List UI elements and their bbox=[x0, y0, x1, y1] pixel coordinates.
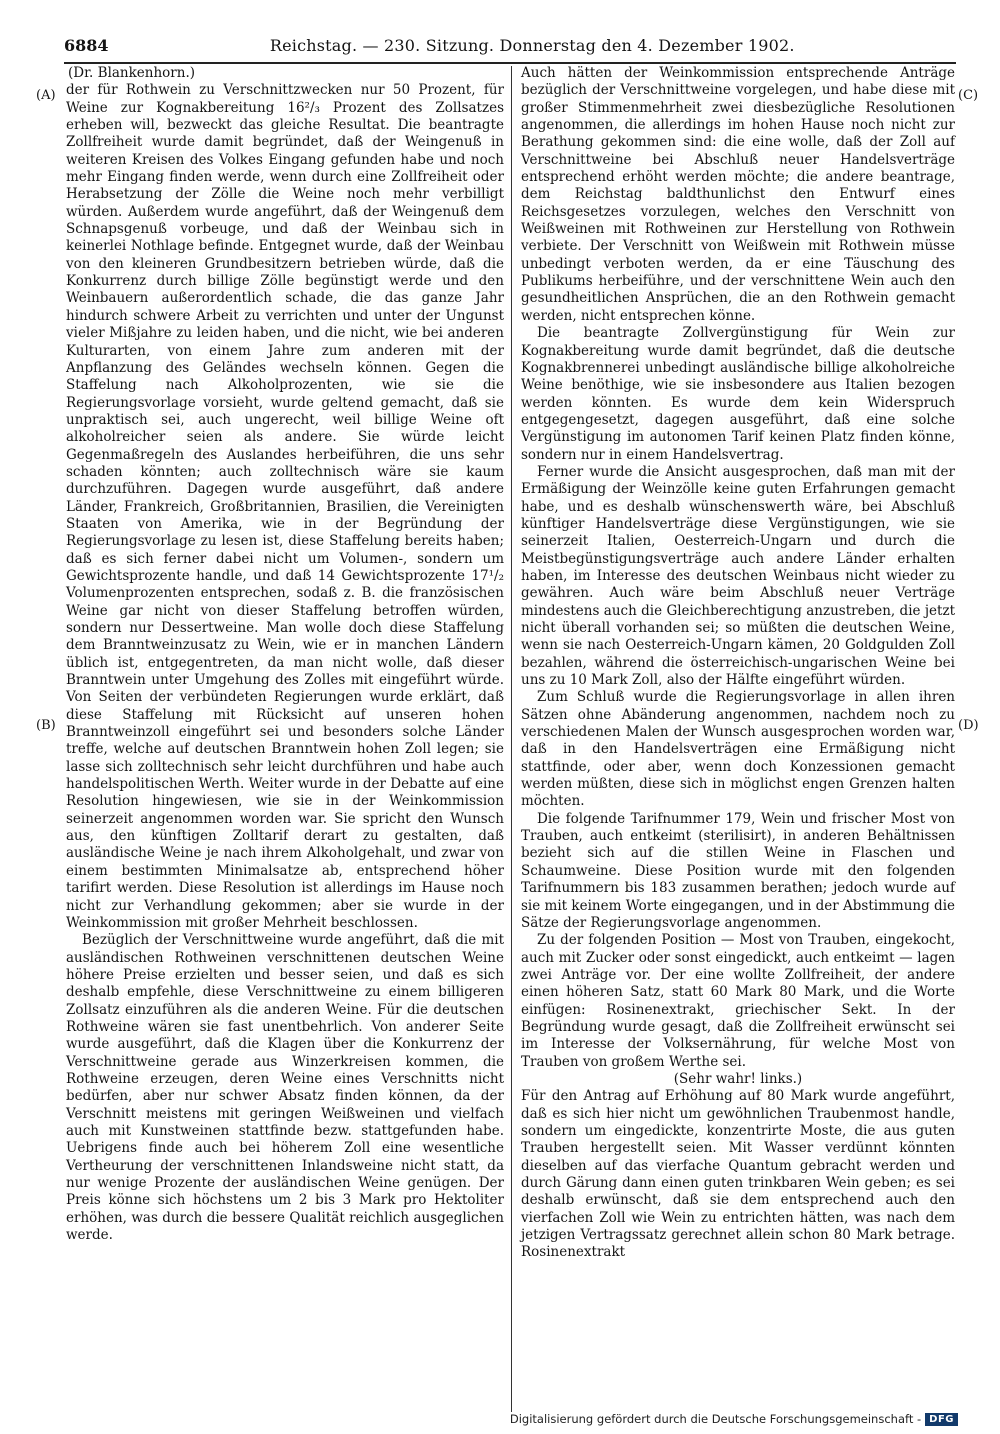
paragraph: Die beantragte Zollvergünstigung für Wein zur Kognakbereitung wurde damit begründet, daß die deutsche Kognakbrennerei unbedingt ausländische billige alkoholreiche Weine benöthige, wie sie insbesondere aus Italien bezogen werden könnten. Es wurde dem kein Widerspruch entgegengesetzt, dagegen ausgeführt, daß eine solche Vergünstigung im autonomen Tarif keinen Platz finden könne, sondern nur in einem Handelsvertrag. bbox=[521, 325, 955, 463]
page-header bbox=[64, 36, 956, 60]
paragraph: Für den Antrag auf Erhöhung auf 80 Mark wurde angeführt, daß es sich hier nicht um gewöhnlichen Traubenmost handle, sondern um eingedickte, konzentrirte Moste, die aus guten Trauben hergestellt seien. Mit Wasser verdünnt könnten dieselben auf das vierfache Quantum gebracht werden und durch Gärung dann einen guten trinkbaren Wein geben; es sei deshalb erwünscht, daß sie dem entsprechend auch den vierfachen Zoll wie Wein zu entrichten hätten, was nach dem jetzigen Vertragssatz gerechnet allein schon 80 Mark betrage. Rosinenextrakt bbox=[521, 1088, 955, 1261]
header-rule bbox=[64, 62, 956, 64]
footer-credit bbox=[510, 1412, 958, 1426]
margin-mark-a: (A) bbox=[36, 88, 56, 103]
dfg-logo: DFG bbox=[925, 1413, 958, 1426]
page-number: 6884 bbox=[64, 36, 109, 55]
margin-mark-c: (C) bbox=[958, 88, 979, 103]
right-column bbox=[521, 65, 955, 1262]
paragraph: Zum Schluß wurde die Regierungsvorlage in allen ihren Sätzen ohne Abänderung angenommen, nachdem noch zu verschiedenen Malen der Wunsch ausgesprochen worden war, daß in den Handelsverträgen eine Ermäßigung nicht stattfinde, oder aber, wenn doch Konzessionen gemacht werden müßten, diese sich in möglichst engen Grenzen halten möchten. bbox=[521, 689, 955, 810]
paragraph: Auch hätten der Weinkommission entsprechende Anträge bezüglich der Verschnittweine vorgelegen, und habe diese mit großer Stimmenmehrheit zwei diesbezügliche Resolutionen angenommen, die allerdings im hohen Hause noch nicht zur Berathung gekommen sind: die eine wolle, daß der Zoll auf Verschnittweine bei Abschluß neuer Handelsverträge entsprechend erhöht werden möchte; die andere beantrage, dem Reichstag baldthunlichst den Entwurf eines Reichsgesetzes vorzulegen, welches den Verschnitt von Weißweinen mit Rothweinen zur Herstellung von Rothwein verbiete. Der Verschnitt von Weißwein mit Rothwein müsse unbedingt verboten werden, da er eine Täuschung des Publikums herbeiführe, und der verschnittene Wein auch den gesundheitlichen Ansprüchen, die an den Rothwein gemacht werden, nicht entsprechen könne. bbox=[521, 65, 955, 324]
interjection: (Sehr wahr! links.) bbox=[673, 1070, 803, 1087]
left-column bbox=[66, 65, 504, 1244]
paragraph: Zu der folgenden Position — Most von Trauben, eingekocht, auch mit Zucker oder sonst eingedickt, auch entkeimt — lagen zwei Anträge vor. Der eine wollte Zollfreiheit, der andere einen höheren Satz, statt 60 Mark 80 Mark, und die Worte einfügen: Rosinenextrakt, griechischer Sekt. In der Begründung wurde gesagt, daß die Zollfreiheit erwünscht sei im Interesse der Volksernährung, für welche Most von Trauben von großem Werthe sei. bbox=[521, 932, 955, 1070]
column-divider bbox=[511, 66, 512, 1412]
paragraph: Ferner wurde die Ansicht ausgesprochen, daß man mit der Ermäßigung der Weinzölle keine guten Erfahrungen gemacht habe, und es deshalb wünschenswerth wäre, bei Abschluß künftiger Handelsverträge diese Vergünstigungen, wie sie seinerzeit Italien, Oesterreich-Ungarn und durch die Meistbegünstigungsverträge auch andere Länder erhalten haben, im Interesse des deutschen Weinbaus nicht wieder zu gewähren. Auch wäre beim Abschluß neuer Verträge mindestens auch die Gleichberechtigung anzustreben, die jetzt nicht überall vorhanden sei; so müßten die deutschen Weine, wenn sie nach Oesterreich-Ungarn kämen, 20 Goldgulden Zoll bezahlen, während die österreichisch-ungarischen Weine bei uns zu 10 Mark Zoll, also der Hälfte eingeführt würden. bbox=[521, 463, 955, 689]
paragraph: der für Rothwein zu Verschnittzwecken nur 50 Prozent, für Weine zur Kognakbereitung 16²/₃ Prozent des Zollsatzes erheben will, bezweckt das gleiche Resultat. Die beantragte Zollfreiheit wurde damit begründet, daß der Weingenuß in weiteren Kreisen des Volkes Eingang gefunden habe und noch mehr Eingang finden werde, wenn durch eine Zollfreiheit oder Herabsetzung der Zölle die Weine noch mehr verbilligt würden. Außerdem wurde angeführt, daß der Weingenuß dem Schnapsgenuß vorbeuge, und daß der Weinbau sich in keinerlei Nothlage befinde. Entgegnet wurde, daß der Weinbau von den kleineren Grundbesitzern betrieben würde, daß die Konkurrenz durch billige Zölle begünstigt werde und den Weinbauern außerordentlich schade, die das ganze Jahr hindurch schwere Arbeit zu verrichten und unter der Ungunst vieler Mißjahre zu leiden haben, und die nicht, wie bei anderen Kulturarten, von einem Jahre zum anderen mit der Anpflanzung des Geländes wechseln können. Gegen die Staffelung nach Alkoholprozenten, wie sie die Regierungsvorlage vorsieht, wurde geltend gemacht, daß sie unpraktisch sei, auch ungerecht, weil billige Weine oft alkoholreicher seien als andere. Sie würde leicht Gegenmaßregeln des Auslandes herbeiführen, die uns sehr schaden könnten; auch zolltechnisch wäre sie kaum durchzuführen. Dagegen wurde ausgeführt, daß andere Länder, Frankreich, Großbritannien, Brasilien, die Vereinigten Staaten von Amerika, wie in der Begründung der Regierungsvorlage zu lesen ist, diese Staffelung bereits haben; daß es sich ferner dabei nicht um Volumen-, sondern um Gewichtsprozente handle, und daß 14 Gewichtsprozente 17¹/₂ Volumenprozenten entsprechen, sodaß z. B. die französischen Weine gar nicht von dieser Staffelung betroffen würden, sondern nur Dessertweine. Man wolle doch diese Staffelung dem Branntweinzusatz zu Wein, wie er in manchen Ländern üblich ist, entgegentreten, da man nicht wolle, daß dieser Branntwein unter Umgehung des Zolles mit eingeführt würde. Von Seiten der verbündeten Regierungen wurde erklärt, daß diese Staffelung mit Rücksicht auf unseren hohen Branntweinzoll eingeführt sei und besonders solche Länder treffe, welche auf deutschen Branntwein hohen Zoll legen; sie lasse sich zolltechnisch sehr leicht durchführen und habe auch handelspolitischen Werth. Weiter wurde in der Debatte auf eine Resolution hingewiesen, wie sie in der Weinkommission seinerzeit angenommen worden war. Sie spricht den Wunsch aus, den künftigen Zolltarif derart zu gestalten, daß ausländische Weine je nach ihrem Alkoholgehalt, und zwar von einem bestimmten Minimalsatze ab, entsprechend höher tarifirt werden. Diese Resolution ist allerdings im Hause noch nicht zur Verhandlung gekommen; aber sie wurde in der Weinkommission mit großer Mehrheit beschlossen. bbox=[66, 82, 504, 931]
footer-text: Digitalisierung gefördert durch die Deutsche Forschungsgemeinschaft - bbox=[509, 1412, 922, 1426]
margin-mark-d: (D) bbox=[958, 718, 979, 733]
paragraph: Die folgende Tarifnummer 179, Wein und frischer Most von Trauben, auch entkeimt (sterilisirt), in anderen Behältnissen bezieht sich auf die stillen Weine in Flaschen und Schaumweine. Diese Position wurde mit den folgenden Tarifnummern bis 183 zusammen berathen; jedoch wurde auf sie mit keinem Worte eingegangen, und in der Abstimmung die Sätze der Regierungsvorlage angenommen. bbox=[521, 810, 955, 931]
speaker-label: (Dr. Blankenhorn.) bbox=[68, 65, 196, 81]
paragraph: Bezüglich der Verschnittweine wurde angeführt, daß die mit ausländischen Rothweinen verschnittenen deutschen Weine höhere Preise erzielten und besser seien, und daß es sich deshalb empfehle, diese Verschnittweine zu einem billigeren Zollsatz einzuführen als die anderen Weine. Für die deutschen Rothweine wären sie fast unentbehrlich. Von anderer Seite wurde ausgeführt, daß die Klagen über die Konkurrenz der Verschnittweine gerade aus Winzerkreisen kommen, die Rothweine erzeugen, deren Weine eines Verschnitts nicht bedürfen, aber nur schwer Absatz finden können, da der Verschnitt meistens mit geringen Weißweinen und vielfach auch mit Kunstweinen stattfinde bezw. stattgefunden habe. Uebrigens finde auch bei höherem Zoll eine wesentliche Vertheurung der verschnittenen Inlandsweine nicht statt, da nur wenige Prozente der ausländischen Weine genügen. Der Preis könne sich höchstens um 2 bis 3 Mark pro Hektoliter erhöhen, was durch die bessere Qualität reichlich ausgeglichen werde. bbox=[66, 932, 504, 1244]
margin-mark-b: (B) bbox=[36, 718, 56, 733]
page-title: Reichstag. — 230. Sitzung. Donnerstag den 4. Dezember 1902. bbox=[269, 36, 795, 55]
